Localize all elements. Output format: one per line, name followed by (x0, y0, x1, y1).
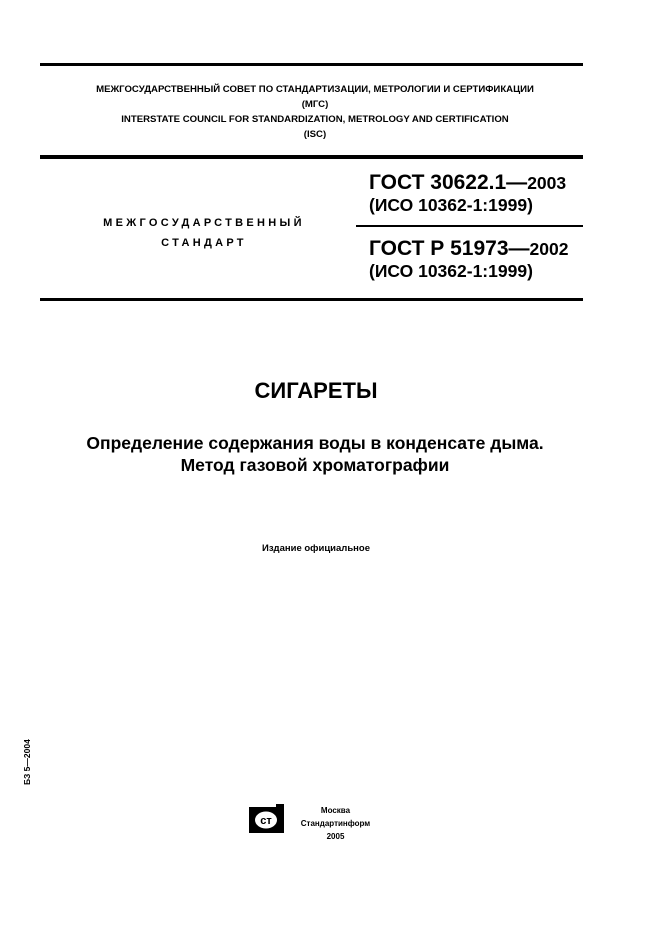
designation-divider (356, 225, 583, 227)
logo-text: ст (260, 815, 272, 827)
gost-year-2: 2002 (529, 239, 569, 259)
top-rule (40, 63, 583, 66)
subtitle-line2: Метод газовой хроматографии (180, 455, 450, 475)
publisher-year: 2005 (326, 832, 345, 841)
publisher-city: Москва (320, 806, 351, 815)
council-name-ru: МЕЖГОСУДАРСТВЕННЫЙ СОВЕТ ПО СТАНДАРТИЗАЦИИ, МЕТРОЛОГИИ И СЕРТИФИКАЦИИ (96, 84, 534, 95)
gost-number-1: ГОСТ 30622.1— (369, 171, 528, 194)
council-abbr-ru: (МГС) (301, 99, 329, 110)
designation-bottom-rule (40, 298, 583, 301)
publisher-name: Стандартинформ (300, 819, 371, 828)
gost-year-1: 2003 (527, 173, 567, 193)
iso-designation-2: (ИСО 10362-1:1999) (369, 261, 533, 281)
standard-type (82, 213, 326, 253)
standard-type-line2: СТАНДАРТ (161, 237, 247, 249)
gost-designation-1 (369, 171, 566, 195)
council-abbr-en: (ISC) (303, 129, 327, 140)
subtitle-line1: Определение содержания воды в конденсате дыма. (86, 433, 544, 453)
gost-number-2: ГОСТ Р 51973— (369, 237, 530, 260)
side-note: БЗ 5—2004 (22, 739, 32, 785)
document-title: СИГАРЕТЫ (254, 378, 378, 403)
standard-type-line1: МЕЖГОСУДАРСТВЕННЫЙ (103, 217, 305, 229)
gost-designation-2 (369, 237, 568, 261)
edition-label: Издание официальное (262, 543, 370, 554)
council-header (40, 82, 590, 142)
iso-designation-1: (ИСО 10362-1:1999) (369, 195, 533, 215)
standartinform-logo-icon (246, 803, 286, 837)
header-rule (40, 155, 583, 159)
publisher-block (298, 804, 373, 843)
document-subtitle (40, 432, 590, 476)
council-name-en: INTERSTATE COUNCIL FOR STANDARDIZATION, METROLOGY AND CERTIFICATION (121, 114, 509, 125)
